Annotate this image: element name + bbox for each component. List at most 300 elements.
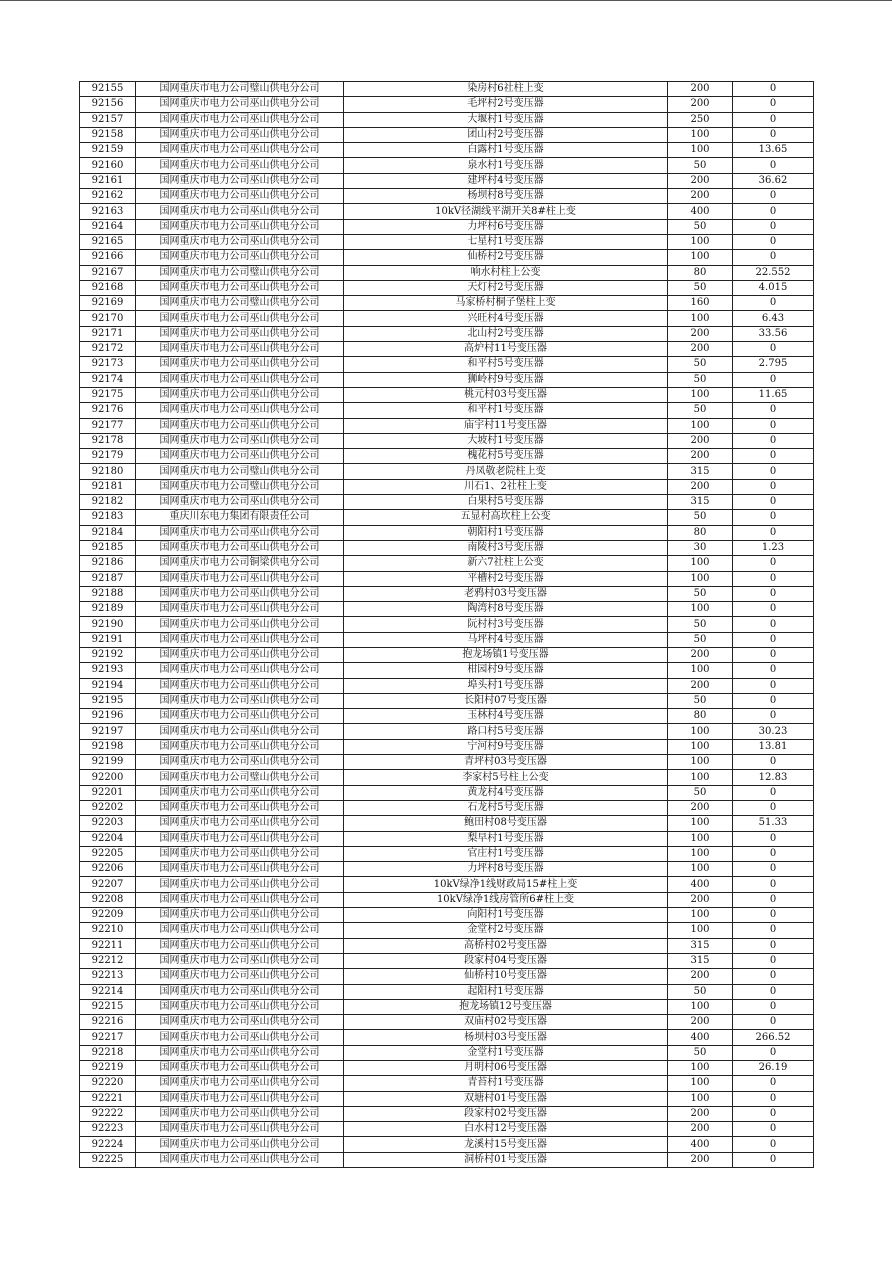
company-cell: 国网重庆市电力公司巫山供电分公司 [136,877,344,892]
value-cell: 0 [733,495,814,510]
row-id-cell: 92205 [80,846,136,861]
transformer-name-cell: 团山村2号变压器 [344,127,668,142]
table-row [80,785,814,800]
table-row [80,1106,814,1121]
capacity-cell: 100 [668,862,733,877]
row-id-cell: 92184 [80,525,136,540]
value-cell: 0 [733,158,814,173]
capacity-cell: 100 [668,1076,733,1091]
company-cell: 国网重庆市电力公司巫山供电分公司 [136,326,344,341]
company-cell: 国网重庆市电力公司璧山供电分公司 [136,464,344,479]
table-row [80,999,814,1014]
capacity-cell: 50 [668,219,733,234]
company-cell: 国网重庆市电力公司巫山供电分公司 [136,1030,344,1045]
row-id-cell: 92212 [80,953,136,968]
company-cell: 国网重庆市电力公司巫山供电分公司 [136,586,344,601]
transformer-name-cell: 力坪村6号变压器 [344,219,668,234]
company-cell: 国网重庆市电力公司璧山供电分公司 [136,770,344,785]
row-id-cell: 92168 [80,280,136,295]
row-id-cell: 92161 [80,173,136,188]
transformer-name-cell: 朝阳村1号变压器 [344,525,668,540]
transformer-name-cell: 仙桥村2号变压器 [344,250,668,265]
transformer-name-cell: 阮村村3号变压器 [344,617,668,632]
company-cell: 国网重庆市电力公司巫山供电分公司 [136,403,344,418]
row-id-cell: 92217 [80,1030,136,1045]
transformer-name-cell: 青苔村1号变压器 [344,1076,668,1091]
capacity-cell: 315 [668,464,733,479]
table-row [80,357,814,372]
row-id-cell: 92179 [80,449,136,464]
capacity-cell: 100 [668,387,733,402]
value-cell: 0 [733,755,814,770]
capacity-cell: 315 [668,953,733,968]
value-cell: 0 [733,663,814,678]
row-id-cell: 92157 [80,112,136,127]
row-id-cell: 92201 [80,785,136,800]
company-cell: 国网重庆市电力公司巫山供电分公司 [136,387,344,402]
table-row [80,923,814,938]
value-cell: 0 [733,250,814,265]
row-id-cell: 92213 [80,969,136,984]
transformer-name-cell: 毛坪村2号变压器 [344,97,668,112]
capacity-cell: 315 [668,495,733,510]
transformer-name-cell: 杨坝村03号变压器 [344,1030,668,1045]
table-row [80,387,814,402]
capacity-cell: 100 [668,127,733,142]
company-cell: 国网重庆市电力公司巫山供电分公司 [136,311,344,326]
row-id-cell: 92174 [80,372,136,387]
capacity-cell: 50 [668,403,733,418]
capacity-cell: 50 [668,158,733,173]
value-cell: 2.795 [733,357,814,372]
table-row [80,877,814,892]
row-id-cell: 92207 [80,877,136,892]
value-cell: 0 [733,908,814,923]
row-id-cell: 92199 [80,755,136,770]
capacity-cell: 50 [668,693,733,708]
transformer-name-cell: 路口村5号变压器 [344,724,668,739]
capacity-cell: 400 [668,1137,733,1152]
value-cell: 0 [733,999,814,1014]
transformer-name-cell: 南陵村3号变压器 [344,540,668,555]
table-row [80,1061,814,1076]
transformer-name-cell: 双塘村01号变压器 [344,1091,668,1106]
value-cell: 36.62 [733,173,814,188]
company-cell: 国网重庆市电力公司巫山供电分公司 [136,1106,344,1121]
company-cell: 国网重庆市电力公司巫山供电分公司 [136,342,344,357]
value-cell: 0 [733,112,814,127]
capacity-cell: 50 [668,372,733,387]
table-row [80,908,814,923]
value-cell: 0 [733,586,814,601]
row-id-cell: 92180 [80,464,136,479]
row-id-cell: 92214 [80,984,136,999]
transformer-table [79,81,814,1168]
transformer-name-cell: 杨坝村8号变压器 [344,189,668,204]
value-cell: 0 [733,923,814,938]
table-row [80,127,814,142]
value-cell: 0 [733,97,814,112]
row-id-cell: 92186 [80,556,136,571]
table-row [80,479,814,494]
value-cell: 0 [733,127,814,142]
row-id-cell: 92208 [80,892,136,907]
value-cell: 0 [733,969,814,984]
table-row [80,724,814,739]
table-row [80,1122,814,1137]
company-cell: 国网重庆市电力公司巫山供电分公司 [136,984,344,999]
table-row [80,418,814,433]
company-cell: 国网重庆市电力公司巫山供电分公司 [136,219,344,234]
row-id-cell: 92190 [80,617,136,632]
row-id-cell: 92164 [80,219,136,234]
transformer-name-cell: 龙溪村15号变压器 [344,1137,668,1152]
value-cell: 0 [733,1122,814,1137]
table-row [80,1152,814,1167]
transformer-name-cell: 洞桥村01号变压器 [344,1152,668,1167]
value-cell: 0 [733,1045,814,1060]
row-id-cell: 92198 [80,739,136,754]
value-cell: 0 [733,617,814,632]
transformer-name-cell: 和平村1号变压器 [344,403,668,418]
capacity-cell: 100 [668,571,733,586]
company-cell: 国网重庆市电力公司巫山供电分公司 [136,678,344,693]
transformer-name-cell: 段家村04号变压器 [344,953,668,968]
table-row [80,82,814,97]
table-row [80,204,814,219]
table-row [80,1030,814,1045]
transformer-name-cell: 槐花村5号变压器 [344,449,668,464]
company-cell: 国网重庆市电力公司巫山供电分公司 [136,785,344,800]
company-cell: 国网重庆市电力公司巫山供电分公司 [136,846,344,861]
value-cell: 0 [733,464,814,479]
capacity-cell: 100 [668,311,733,326]
table-row [80,556,814,571]
value-cell: 0 [733,510,814,525]
table-row [80,449,814,464]
capacity-cell: 200 [668,82,733,97]
company-cell: 国网重庆市电力公司巫山供电分公司 [136,433,344,448]
company-cell: 国网重庆市电力公司巫山供电分公司 [136,938,344,953]
capacity-cell: 100 [668,418,733,433]
value-cell: 0 [733,82,814,97]
transformer-name-cell: 李家村5号柱上公变 [344,770,668,785]
value-cell: 0 [733,831,814,846]
table-row [80,739,814,754]
value-cell: 51.33 [733,816,814,831]
transformer-name-cell: 北山村2号变压器 [344,326,668,341]
value-cell: 0 [733,632,814,647]
capacity-cell: 100 [668,831,733,846]
table-row [80,143,814,158]
transformer-name-cell: 抱龙场镇1号变压器 [344,647,668,662]
company-cell: 国网重庆市电力公司巫山供电分公司 [136,143,344,158]
row-id-cell: 92170 [80,311,136,326]
capacity-cell: 200 [668,326,733,341]
row-id-cell: 92172 [80,342,136,357]
company-cell: 国网重庆市电力公司巫山供电分公司 [136,1122,344,1137]
transformer-name-cell: 金堂村1号变压器 [344,1045,668,1060]
company-cell: 国网重庆市电力公司巫山供电分公司 [136,540,344,555]
transformer-name-cell: 鲍田村08号变压器 [344,816,668,831]
table-row [80,969,814,984]
transformer-name-cell: 青坪村03号变压器 [344,755,668,770]
capacity-cell: 80 [668,525,733,540]
row-id-cell: 92222 [80,1106,136,1121]
value-cell: 0 [733,984,814,999]
row-id-cell: 92162 [80,189,136,204]
transformer-name-cell: 白水村12号变压器 [344,1122,668,1137]
value-cell: 0 [733,693,814,708]
company-cell: 国网重庆市电力公司巫山供电分公司 [136,250,344,265]
table-row [80,647,814,662]
value-cell: 0 [733,418,814,433]
company-cell: 国网重庆市电力公司巫山供电分公司 [136,234,344,249]
company-cell: 国网重庆市电力公司巫山供电分公司 [136,280,344,295]
capacity-cell: 100 [668,724,733,739]
capacity-cell: 100 [668,143,733,158]
capacity-cell: 200 [668,97,733,112]
capacity-cell: 200 [668,479,733,494]
capacity-cell: 80 [668,709,733,724]
transformer-name-cell: 玉林村4号变压器 [344,709,668,724]
table-row [80,525,814,540]
row-id-cell: 92194 [80,678,136,693]
table-row [80,1137,814,1152]
company-cell: 国网重庆市电力公司巫山供电分公司 [136,831,344,846]
row-id-cell: 92192 [80,647,136,662]
company-cell: 国网重庆市电力公司巫山供电分公司 [136,1091,344,1106]
company-cell: 国网重庆市电力公司巫山供电分公司 [136,632,344,647]
transformer-name-cell: 高桥村02号变压器 [344,938,668,953]
table-row [80,250,814,265]
row-id-cell: 92221 [80,1091,136,1106]
value-cell: 12.83 [733,770,814,785]
row-id-cell: 92158 [80,127,136,142]
company-cell: 国网重庆市电力公司巫山供电分公司 [136,1137,344,1152]
capacity-cell: 100 [668,755,733,770]
row-id-cell: 92163 [80,204,136,219]
capacity-cell: 100 [668,234,733,249]
table-row [80,280,814,295]
company-cell: 国网重庆市电力公司巫山供电分公司 [136,663,344,678]
company-cell: 国网重庆市电力公司巫山供电分公司 [136,969,344,984]
transformer-name-cell: 宁河村9号变压器 [344,739,668,754]
transformer-name-cell: 桃元村03号变压器 [344,387,668,402]
capacity-cell: 200 [668,1122,733,1137]
capacity-cell: 200 [668,342,733,357]
table-row [80,709,814,724]
row-id-cell: 92209 [80,908,136,923]
company-cell: 国网重庆市电力公司巫山供电分公司 [136,709,344,724]
row-id-cell: 92156 [80,97,136,112]
transformer-name-cell: 官庄村1号变压器 [344,846,668,861]
value-cell: 0 [733,678,814,693]
row-id-cell: 92169 [80,296,136,311]
transformer-name-cell: 10kV径湖线平湖开关8#柱上变 [344,204,668,219]
table-row [80,173,814,188]
capacity-cell: 200 [668,800,733,815]
transformer-name-cell: 抱龙场镇12号变压器 [344,999,668,1014]
capacity-cell: 50 [668,586,733,601]
table-row [80,342,814,357]
transformer-name-cell: 陶湾村8号变压器 [344,602,668,617]
company-cell: 国网重庆市电力公司巫山供电分公司 [136,127,344,142]
value-cell: 0 [733,846,814,861]
company-cell: 国网重庆市电力公司巫山供电分公司 [136,724,344,739]
transformer-name-cell: 白露村1号变压器 [344,143,668,158]
capacity-cell: 100 [668,739,733,754]
capacity-cell: 50 [668,785,733,800]
capacity-cell: 400 [668,877,733,892]
table-row [80,846,814,861]
company-cell: 国网重庆市电力公司巫山供电分公司 [136,112,344,127]
company-cell: 国网重庆市电力公司巫山供电分公司 [136,908,344,923]
value-cell: 0 [733,1106,814,1121]
value-cell: 0 [733,938,814,953]
table-row [80,112,814,127]
company-cell: 国网重庆市电力公司巫山供电分公司 [136,189,344,204]
row-id-cell: 92204 [80,831,136,846]
table-row [80,158,814,173]
row-id-cell: 92177 [80,418,136,433]
row-id-cell: 92197 [80,724,136,739]
transformer-name-cell: 力坪村8号变压器 [344,862,668,877]
value-cell: 0 [733,800,814,815]
transformer-name-cell: 大坡村1号变压器 [344,433,668,448]
table-row [80,464,814,479]
row-id-cell: 92159 [80,143,136,158]
transformer-name-cell: 长阳村07号变压器 [344,693,668,708]
value-cell: 0 [733,342,814,357]
transformer-name-cell: 丹凤敬老院柱上变 [344,464,668,479]
row-id-cell: 92187 [80,571,136,586]
row-id-cell: 92223 [80,1122,136,1137]
capacity-cell: 100 [668,663,733,678]
capacity-cell: 100 [668,923,733,938]
row-id-cell: 92188 [80,586,136,601]
row-id-cell: 92193 [80,663,136,678]
row-id-cell: 92224 [80,1137,136,1152]
transformer-name-cell: 五显村高坎柱上公变 [344,510,668,525]
transformer-name-cell: 马家桥村桐子堡柱上变 [344,296,668,311]
value-cell: 0 [733,372,814,387]
capacity-cell: 200 [668,647,733,662]
row-id-cell: 92191 [80,632,136,647]
transformer-name-cell: 泉水村1号变压器 [344,158,668,173]
table-row [80,678,814,693]
transformer-name-cell: 大堰村1号变压器 [344,112,668,127]
value-cell: 0 [733,1015,814,1030]
table-row [80,540,814,555]
transformer-name-cell: 老鸦村03号变压器 [344,586,668,601]
value-cell: 0 [733,862,814,877]
table-row [80,219,814,234]
transformer-name-cell: 新六7社柱上公变 [344,556,668,571]
table-row [80,938,814,953]
capacity-cell: 100 [668,816,733,831]
value-cell: 0 [733,785,814,800]
capacity-cell: 100 [668,1091,733,1106]
table-row [80,953,814,968]
row-id-cell: 92203 [80,816,136,831]
company-cell: 国网重庆市电力公司璧山供电分公司 [136,265,344,280]
table-row [80,326,814,341]
transformer-name-cell: 白果村5号变压器 [344,495,668,510]
value-cell: 26.19 [733,1061,814,1076]
capacity-cell: 400 [668,1030,733,1045]
value-cell: 22.552 [733,265,814,280]
row-id-cell: 92206 [80,862,136,877]
company-cell: 国网重庆市电力公司巫山供电分公司 [136,97,344,112]
company-cell: 国网重庆市电力公司巫山供电分公司 [136,495,344,510]
row-id-cell: 92155 [80,82,136,97]
value-cell: 0 [733,602,814,617]
row-id-cell: 92219 [80,1061,136,1076]
value-cell: 0 [733,479,814,494]
value-cell: 11.65 [733,387,814,402]
table-row [80,1045,814,1060]
row-id-cell: 92171 [80,326,136,341]
capacity-cell: 200 [668,1152,733,1167]
table-row [80,800,814,815]
table-row [80,372,814,387]
company-cell: 国网重庆市电力公司巫山供电分公司 [136,418,344,433]
transformer-name-cell: 马坪村4号变压器 [344,632,668,647]
transformer-name-cell: 天灯村2号变压器 [344,280,668,295]
transformer-name-cell: 月明村06号变压器 [344,1061,668,1076]
capacity-cell: 50 [668,617,733,632]
company-cell: 国网重庆市电力公司巫山供电分公司 [136,953,344,968]
company-cell: 国网重庆市电力公司巫山供电分公司 [136,739,344,754]
table-row [80,265,814,280]
value-cell: 6.43 [733,311,814,326]
capacity-cell: 160 [668,296,733,311]
transformer-name-cell: 七星村1号变压器 [344,234,668,249]
transformer-name-cell: 兴旺村4号变压器 [344,311,668,326]
row-id-cell: 92220 [80,1076,136,1091]
transformer-name-cell: 梨早村1号变压器 [344,831,668,846]
value-cell: 30.23 [733,724,814,739]
table-row [80,770,814,785]
value-cell: 0 [733,219,814,234]
table-row [80,495,814,510]
row-id-cell: 92165 [80,234,136,249]
table-row [80,617,814,632]
row-id-cell: 92182 [80,495,136,510]
company-cell: 国网重庆市电力公司巫山供电分公司 [136,204,344,219]
transformer-name-cell: 平槽村2号变压器 [344,571,668,586]
company-cell: 国网重庆市电力公司巫山供电分公司 [136,816,344,831]
table-row [80,311,814,326]
company-cell: 国网重庆市电力公司巫山供电分公司 [136,372,344,387]
company-cell: 国网重庆市电力公司璧山供电分公司 [136,479,344,494]
capacity-cell: 50 [668,632,733,647]
capacity-cell: 50 [668,984,733,999]
table-row [80,571,814,586]
value-cell: 266.52 [733,1030,814,1045]
table-row [80,892,814,907]
transformer-name-cell: 川石1、2社柱上变 [344,479,668,494]
company-cell: 国网重庆市电力公司巫山供电分公司 [136,647,344,662]
row-id-cell: 92173 [80,357,136,372]
transformer-name-cell: 埠头村1号变压器 [344,678,668,693]
company-cell: 国网重庆市电力公司巫山供电分公司 [136,525,344,540]
capacity-cell: 200 [668,449,733,464]
value-cell: 0 [733,403,814,418]
company-cell: 国网重庆市电力公司璧山供电分公司 [136,82,344,97]
value-cell: 0 [733,1152,814,1167]
